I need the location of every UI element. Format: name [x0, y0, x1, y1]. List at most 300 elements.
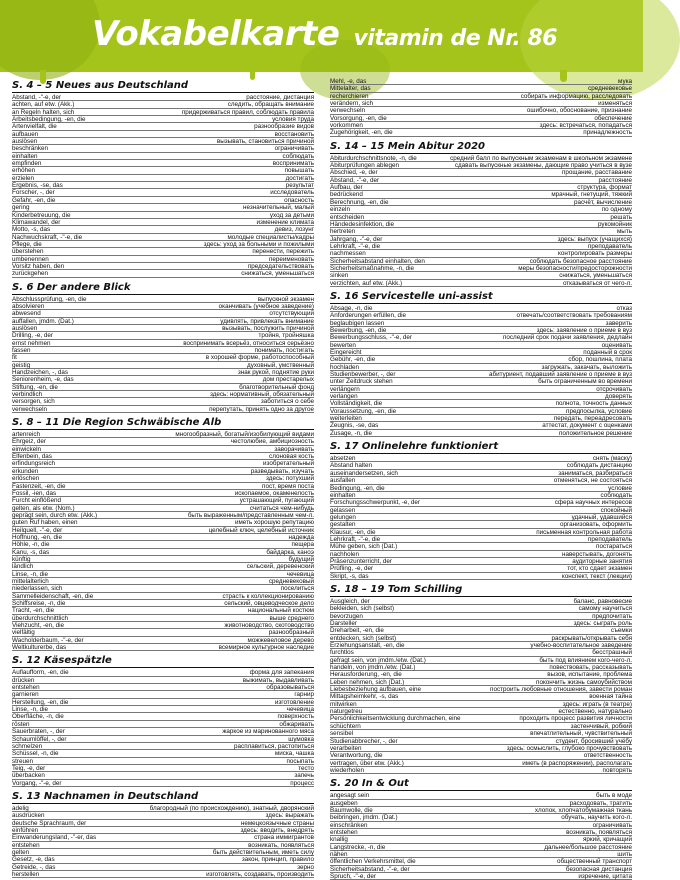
russian-translation: условие	[608, 484, 632, 492]
russian-translation: иметь (в распоряжении), располагать	[522, 759, 632, 767]
vocab-row	[330, 671, 632, 678]
german-term: Abstand, -"-e, der	[330, 176, 380, 184]
page-title	[92, 14, 557, 54]
german-term: ausdrücken	[12, 812, 45, 820]
russian-translation: средневековье	[588, 85, 632, 93]
german-term: gelten	[12, 848, 30, 856]
russian-translation: понимать, постигать	[254, 347, 314, 354]
german-term: Elfenbein, das	[12, 453, 52, 461]
vocab-row	[330, 605, 632, 612]
issue-subtitle: vitamin de Nr. 86	[353, 26, 558, 51]
german-term: Ehrgeiz, der	[12, 438, 46, 446]
russian-translation: обеспечение	[594, 114, 632, 122]
russian-translation: впечатлительный, чувствительный	[530, 730, 632, 738]
vocab-row	[12, 340, 314, 347]
russian-translation: выше среднего	[269, 614, 314, 622]
russian-translation: загружать, закачать, выложить	[541, 363, 632, 371]
russian-translation: страна иммигрантов	[254, 834, 314, 842]
russian-translation: изменение климата	[256, 218, 314, 226]
russian-translation: устрашающий, пугающий	[239, 497, 314, 505]
russian-translation: средний балл по выпускным экзаменам в школьном экзамене	[450, 154, 632, 162]
vocab-row	[12, 131, 314, 138]
vocab-row	[330, 627, 632, 634]
vocab-row	[12, 248, 314, 255]
russian-translation: тот, кто сдает экзамен	[567, 565, 632, 573]
german-term: bevorzugen	[330, 612, 363, 620]
russian-translation: расплавиться, растопиться	[234, 742, 314, 750]
vocab-row	[12, 864, 314, 871]
vocab-row	[12, 398, 314, 405]
russian-translation: аттестат, документ с оценками	[542, 422, 632, 430]
german-term: Schüssel, -n, die	[12, 750, 59, 758]
german-term: sensibel	[330, 730, 354, 738]
german-term: Abiturprüfungen ablegen	[330, 162, 399, 170]
german-term: Abschied, -e, der	[330, 169, 378, 177]
russian-translation: знак рукой, поднятие руки	[237, 369, 314, 377]
german-term: entstehen	[330, 828, 358, 836]
german-term: Stiftung, -en, die	[12, 383, 58, 391]
russian-translation: принадлежность	[583, 129, 632, 137]
russian-translation: повышать	[284, 167, 314, 175]
german-term: ländlich	[12, 563, 34, 571]
german-term: versorgen, sich	[12, 398, 55, 406]
vocab-row	[330, 272, 632, 279]
vocab-row	[330, 85, 632, 92]
vocab-row	[330, 558, 632, 565]
german-term: verwechseln	[12, 405, 47, 413]
russian-translation: байдарка, каноэ	[266, 548, 314, 556]
vocab-row	[330, 693, 632, 700]
german-term: Zugehörigkeit, -en, die	[330, 129, 393, 137]
russian-translation: пост, время поста	[262, 482, 314, 490]
russian-translation: расстояние, дистанция	[246, 94, 314, 101]
german-term: Oberfläche, -n, die	[12, 713, 64, 721]
vocab-row	[330, 243, 632, 250]
german-term: gelassen	[330, 506, 356, 514]
vocab-row	[330, 265, 632, 272]
russian-translation: конспект, текст (лекции)	[561, 572, 632, 580]
vocab-row	[330, 507, 632, 514]
german-term: Erziehungsanstalt, -en, die	[330, 642, 405, 650]
russian-translation: уход за детьми	[269, 211, 314, 219]
russian-translation: тройня, тройняшка	[258, 332, 314, 340]
russian-translation: воспринимать всерьёз, относиться серьёзно	[183, 339, 314, 347]
german-term: Herstellung, -en, die	[12, 698, 69, 706]
russian-translation: предпосылка, условие	[566, 407, 632, 415]
german-term: vielfältig	[12, 629, 35, 637]
vocab-row	[12, 175, 314, 182]
german-term: angesagt sein	[330, 792, 370, 800]
russian-translation: последний срок подачи заявления, дедлайн	[502, 334, 632, 342]
russian-translation: разнообразие видов	[254, 123, 314, 131]
vocab-row	[330, 752, 632, 759]
german-term: Lehrkraft, -"-e, die	[330, 535, 381, 543]
vocab-row	[330, 393, 632, 400]
vocab-row	[330, 415, 632, 422]
vocab-row	[330, 155, 632, 162]
german-term: Weltkulturerbe, das	[12, 644, 67, 652]
vocab-row	[330, 573, 632, 580]
russian-translation: отвечать/соответствовать требованиям	[516, 312, 632, 320]
german-term: Sicherheitsmaßnahme, -n, die	[330, 264, 414, 272]
vocab-row	[12, 160, 314, 167]
german-term: überdurchschnittlich	[12, 614, 69, 622]
russian-translation: решать	[610, 213, 632, 221]
german-term: einschränken	[330, 821, 368, 829]
vocab-row	[330, 334, 632, 341]
vocab-row	[12, 541, 314, 548]
russian-translation: благотворительный фонд	[239, 383, 314, 391]
russian-translation: обучать, научить кого-л.	[561, 814, 632, 822]
german-term: ernst nehmen	[12, 339, 51, 347]
german-term: sinken	[330, 272, 349, 280]
german-term: hochladen	[330, 363, 360, 371]
german-term: fit	[12, 354, 17, 362]
german-term: zurückgehen	[12, 270, 49, 278]
vocab-row	[12, 505, 314, 512]
german-term: nachmessen	[330, 250, 366, 258]
russian-translation: переименовать	[268, 255, 314, 263]
russian-translation: форма для запекания	[249, 669, 314, 677]
german-term: erzielen	[12, 174, 35, 182]
german-term: vertragen, über etw. (Akk.)	[330, 759, 404, 767]
vocab-row	[330, 715, 632, 722]
russian-translation: студент, бросивший учёбу	[555, 737, 632, 745]
vocab-row	[330, 206, 632, 213]
vocab-column-left	[12, 80, 314, 878]
vocab-row	[330, 844, 632, 851]
russian-translation: организовать, оформить	[560, 521, 632, 529]
vocab-row	[12, 376, 314, 383]
vocab-row	[330, 873, 632, 880]
german-term: adelig	[12, 804, 29, 812]
german-term: verbindlich	[12, 391, 43, 399]
russian-translation: выжимать, выдавливать	[242, 676, 314, 684]
german-term: beibringen, jmdm. (Dat.)	[330, 814, 398, 822]
russian-translation: повествовать, рассказывать	[549, 664, 632, 672]
german-term: Sammelleidenschaft, -en, die	[12, 592, 94, 600]
russian-translation: образовываться	[266, 684, 314, 692]
paint-drip	[250, 70, 255, 80]
german-term: Vorsorgung, -en, die	[330, 114, 387, 122]
russian-translation: здесь: потухший	[266, 475, 314, 483]
russian-translation: соблюдать	[282, 152, 314, 160]
russian-translation: будущий	[288, 555, 314, 563]
russian-translation: проходить процесс развития личности	[519, 715, 632, 723]
vocab-row	[12, 497, 314, 504]
russian-translation: посыпать	[286, 757, 314, 765]
russian-translation: сельский, деревенский	[246, 563, 314, 571]
german-term: Viehzucht, -en, die	[12, 622, 65, 630]
russian-translation: вызывать, становиться причиной	[216, 138, 314, 146]
russian-translation: закон, принцип, правило	[241, 856, 314, 864]
vocab-row	[330, 866, 632, 873]
russian-translation: ошибочно, обоснование, признание	[526, 107, 632, 115]
vocab-row	[330, 115, 632, 122]
vocab-row	[330, 858, 632, 865]
russian-translation: ограничивать	[592, 821, 632, 829]
german-term: gelungen	[330, 513, 356, 521]
russian-translation: общественный транспорт	[557, 858, 632, 866]
german-term: knallig	[330, 836, 348, 844]
vocab-row	[330, 701, 632, 708]
vocab-row	[12, 772, 314, 779]
german-term: Seniorenheim, -e, das	[12, 376, 74, 384]
german-term: einführen	[12, 826, 39, 834]
german-term: Vollständigkeit, die	[330, 400, 383, 408]
german-term: Aufbau, der	[330, 184, 363, 192]
german-term: schüchtern	[330, 722, 361, 730]
russian-translation: разведывать, изучать	[250, 467, 314, 475]
vocab-row	[12, 637, 314, 644]
german-term: Sicherheitsabstand einhalten, den	[330, 257, 425, 265]
german-term: guten Ruf haben, einen	[12, 519, 78, 527]
russian-translation: шумовка	[288, 735, 314, 743]
section-title: S. 14 – 15 Mein Abitur 2020	[330, 141, 632, 154]
russian-translation: перенести, пережить	[252, 248, 314, 256]
russian-translation: отсутствующий	[269, 310, 314, 318]
russian-translation: хлопок, хлопчатобумажная ткань	[534, 806, 632, 814]
russian-translation: поверхность	[277, 713, 314, 721]
german-term: Heilquell, -"-e, der	[12, 526, 63, 534]
german-term: empfinden	[12, 160, 42, 168]
russian-translation: в хорошей форме, работоспособный	[205, 354, 314, 362]
russian-translation: здесь: выпуск (учащихся)	[557, 235, 632, 243]
vocab-row	[12, 699, 314, 706]
russian-translation: целебный ключ, целебный источник	[208, 526, 314, 534]
vocab-row	[12, 234, 314, 241]
vocab-row	[12, 669, 314, 676]
german-term: Voraussetzung, -en, die	[330, 407, 397, 415]
vocab-row	[330, 521, 632, 528]
russian-translation: председательствовать	[247, 262, 314, 270]
german-term: handeln, von jmdm./etw. (Dat.)	[330, 664, 416, 672]
russian-translation: немецкоязычные страны	[240, 819, 314, 827]
vocab-row	[12, 743, 314, 750]
german-term: rösten	[12, 720, 30, 728]
vocab-row	[12, 138, 314, 145]
vocab-row	[330, 356, 632, 363]
german-term: entscheiden	[330, 213, 364, 221]
russian-translation: письменная контрольная работа	[536, 528, 632, 536]
vocab-row	[330, 543, 632, 550]
russian-translation: поселиться	[280, 585, 314, 593]
vocab-row	[330, 386, 632, 393]
german-term: verzichten, auf etw. (Akk.)	[330, 279, 403, 287]
section-title: S. 17 Onlinelehre funktioniert	[330, 441, 632, 454]
german-term: Verantwortung, die	[330, 752, 383, 760]
vocab-row	[330, 800, 632, 807]
russian-translation: шить	[617, 850, 632, 858]
russian-translation: быть в моде	[595, 792, 632, 800]
russian-translation: отказываться от чего-л.	[562, 279, 632, 287]
german-term: Motto, -s, das	[12, 226, 51, 234]
german-term: umbenennen	[12, 255, 49, 263]
vocab-row	[330, 679, 632, 686]
vocab-row	[330, 378, 632, 385]
russian-translation: яркий, кричащий	[583, 836, 632, 844]
vocab-row	[12, 354, 314, 361]
vocab-row	[12, 563, 314, 570]
russian-translation: оценивать	[601, 341, 632, 349]
german-term: fassen	[12, 347, 31, 354]
german-term: Zeugnis, -se, das	[330, 422, 379, 430]
german-term: Tracht, -en, die	[12, 607, 55, 615]
vocab-row	[330, 477, 632, 484]
german-term: gering	[12, 204, 30, 212]
german-term: artenreich	[12, 431, 41, 439]
german-term: einwickeln	[12, 445, 42, 453]
german-term: Schaumlöffel, -, der	[12, 735, 67, 743]
german-term: Kanu, -s, das	[12, 548, 50, 556]
vocab-row	[330, 536, 632, 543]
section-title: S. 4 – 5 Neues aus Deutschland	[12, 80, 314, 93]
german-term: Jahrgang, -"-e, der	[330, 235, 383, 243]
german-term: Forscher, -, der	[12, 189, 55, 197]
german-term: Darsteller	[330, 620, 357, 627]
german-term: beglaubigen lassen	[330, 319, 385, 327]
vocab-row	[12, 101, 314, 108]
russian-translation: запечь	[294, 772, 314, 780]
german-term: einhalten	[12, 152, 38, 160]
german-term: bewerten	[330, 341, 356, 349]
russian-translation: учебно-воспитательное заведение	[530, 642, 632, 650]
russian-translation: отказ	[616, 304, 632, 312]
vocab-row	[330, 492, 632, 499]
russian-translation: процесс	[290, 779, 314, 787]
german-term: Spruch, -"-e, der	[330, 873, 376, 880]
vocab-row	[330, 499, 632, 506]
russian-translation: расходовать, тратить	[569, 799, 632, 807]
russian-translation: удачный, удавшийся	[571, 513, 632, 521]
section-title: S. 8 – 11 Die Region Schwäbische Alb	[12, 417, 314, 430]
vocab-row	[12, 446, 314, 453]
russian-translation: оканчивать (учебное заведение)	[218, 302, 314, 310]
vocab-row	[12, 871, 314, 878]
vocab-row	[330, 236, 632, 243]
vocab-row	[12, 812, 314, 819]
vocab-row	[12, 296, 314, 303]
russian-translation: средневековый	[268, 577, 314, 585]
german-term: auslösen	[12, 138, 38, 146]
russian-translation: дальнее/большое расстояние	[544, 843, 632, 851]
german-term: einzeln	[330, 206, 350, 214]
german-term: Pflege, die	[12, 240, 42, 248]
vocab-row	[12, 593, 314, 600]
vocab-row	[330, 129, 632, 136]
vocab-row	[12, 629, 314, 636]
vocab-row	[330, 462, 632, 469]
russian-translation: исследователь	[270, 189, 314, 197]
german-term: künftig	[12, 555, 31, 563]
vocab-row	[12, 534, 314, 541]
vocab-row	[12, 256, 314, 263]
russian-translation: зерно	[297, 863, 314, 871]
german-term: Sicherheitsabstand, -"-e, der	[330, 865, 410, 873]
german-term: erfindungsreich	[12, 460, 56, 468]
vocab-row	[12, 204, 314, 211]
russian-translation: повторять	[602, 766, 632, 774]
german-term: Präsenzunterricht, der	[330, 557, 392, 565]
german-term: hertreten	[330, 228, 356, 236]
vocab-row	[12, 369, 314, 376]
vocab-row	[12, 721, 314, 728]
german-term: überstehen	[12, 248, 44, 256]
section-title: S. 18 – 19 Tom Schilling	[330, 584, 632, 597]
german-term: Forschungsschwerpunkt, -e, der	[330, 499, 420, 507]
russian-translation: мыть	[616, 228, 632, 236]
german-term: Bewerbung, -en, die	[330, 326, 387, 334]
vocab-row	[330, 686, 632, 693]
german-term: garnieren	[12, 691, 39, 699]
german-term: mitwirken	[330, 700, 357, 708]
russian-translation: удивлять, привлекать внимание	[220, 317, 314, 325]
paint-splash	[0, 0, 100, 80]
german-term: öffentlichen Verkehrsmittel, die	[330, 858, 416, 866]
german-term: Bewerbungsschluss, -"-e, der	[330, 334, 413, 342]
vocab-row	[330, 400, 632, 407]
german-term: bekleiden, sich (selbst)	[330, 605, 395, 613]
vocab-row	[12, 578, 314, 585]
russian-translation: аудиторные занятия	[572, 557, 632, 565]
russian-translation: результат	[285, 182, 314, 190]
german-term: abwesend	[12, 310, 41, 318]
russian-translation: обжаривать	[279, 720, 314, 728]
vocab-row	[12, 820, 314, 827]
german-term: Nachwuchskraft, -"-e, die	[12, 233, 83, 241]
vocab-row	[12, 644, 314, 651]
german-term: beschränken	[12, 145, 49, 153]
russian-translation: раскрывать/открывать себя	[551, 634, 632, 642]
german-term: naturgetreu	[330, 708, 363, 716]
vocab-row	[330, 364, 632, 371]
german-term: Absage, -n, die	[330, 304, 373, 312]
german-term: Ergebnis, -se, das	[12, 182, 63, 190]
german-term: Sauerbraten, -, der	[12, 728, 65, 736]
german-term: Zusage, -n, die	[330, 429, 373, 437]
russian-translation: отменяться, не состояться	[553, 477, 632, 485]
vocab-row	[330, 730, 632, 737]
german-term: achten, auf etw. (Akk.)	[12, 101, 75, 109]
russian-translation: всемирное культурное наследие	[218, 644, 314, 652]
russian-translation: самому научиться	[578, 605, 632, 613]
vocab-row	[330, 250, 632, 257]
german-term: wiederholen	[330, 766, 364, 774]
vocab-row	[330, 258, 632, 265]
german-term: Ausgleich, der	[330, 597, 370, 605]
russian-translation: снижаться, уменьшаться	[559, 272, 632, 280]
russian-translation: быть ограниченным во времени	[538, 378, 632, 386]
german-term: Abschlussprüfung, -en, die	[12, 295, 87, 303]
russian-translation: естественно, натурально	[558, 708, 632, 716]
russian-translation: сдавать выпускные экзамены, дающие право учиться в вузе	[454, 162, 632, 170]
vocab-row	[12, 167, 314, 174]
russian-translation: здесь: играть (в театре)	[562, 700, 632, 708]
vocab-row	[12, 438, 314, 445]
german-term: bedrückend	[330, 191, 363, 199]
german-term: Gesetz, -e, das	[12, 856, 55, 864]
german-term: Mühe geben, sich (Dat.)	[330, 543, 398, 551]
vocab-row	[12, 585, 314, 592]
russian-translation: быть выраженным/представленным чем-л.	[187, 511, 314, 519]
german-term: erlöschen	[12, 475, 40, 483]
russian-translation: спокойный	[600, 506, 632, 514]
russian-translation: собирать информацию, расследовать	[520, 92, 632, 100]
german-term: Persönlichkeitsentwicklung durchmachen, eine	[330, 715, 461, 723]
vocab-row	[330, 191, 632, 198]
vocab-row	[330, 767, 632, 774]
russian-translation: следить, обращать внимание	[227, 101, 314, 109]
